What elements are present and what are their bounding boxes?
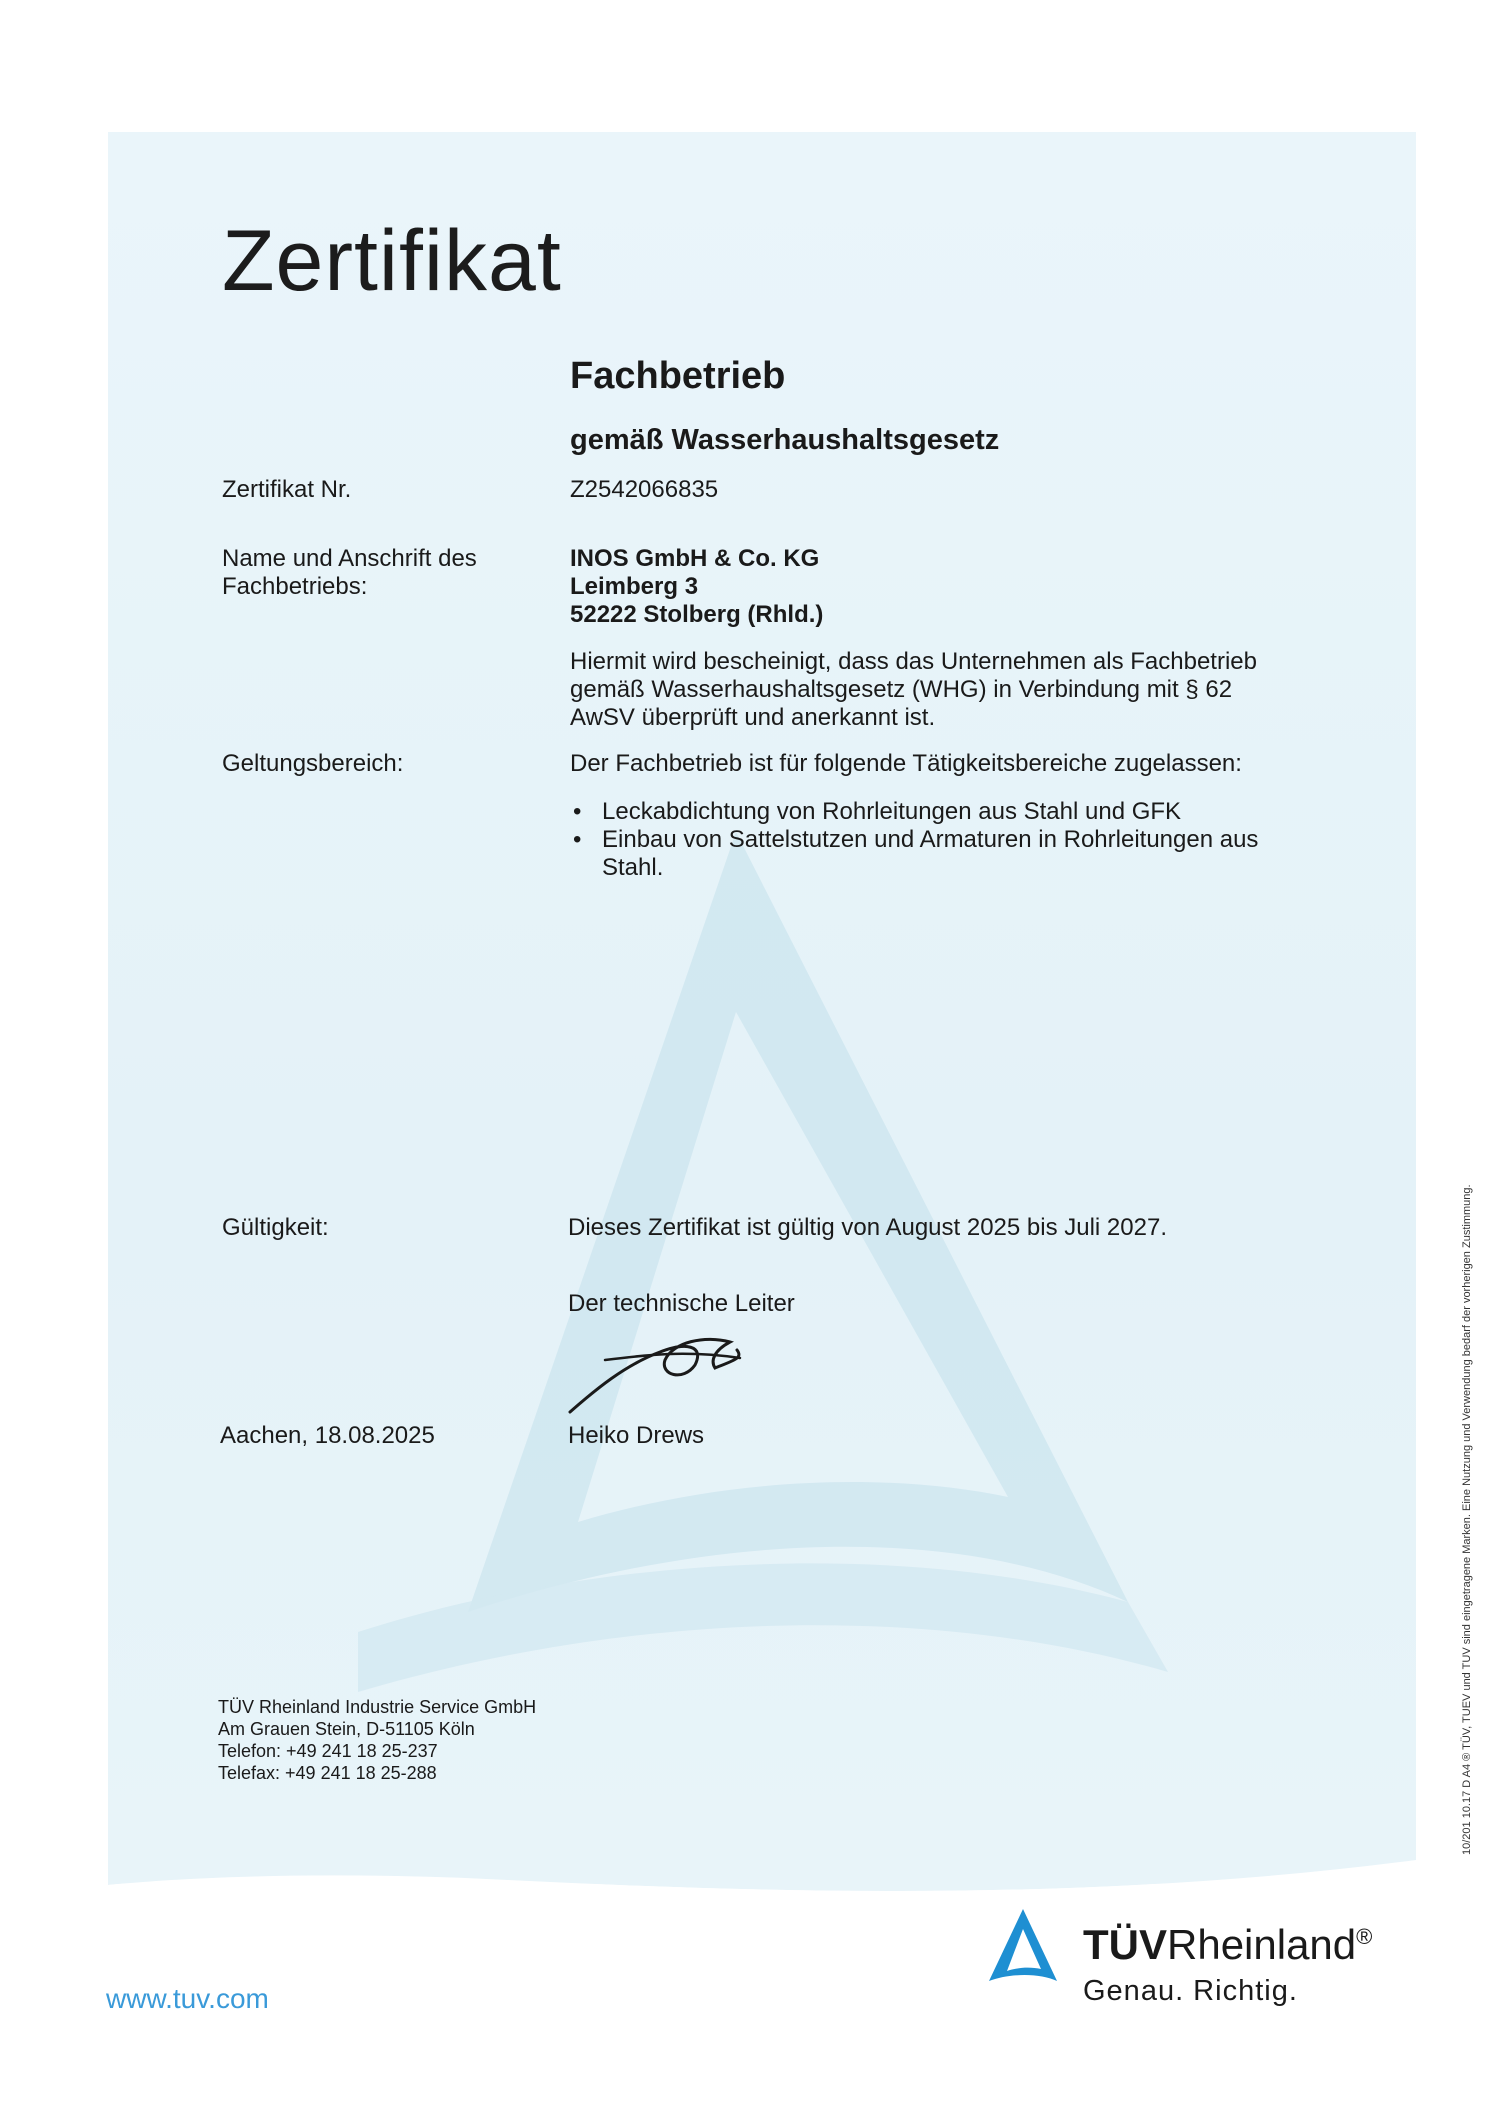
tuv-triangle-icon [985, 1905, 1061, 1985]
company-address [570, 545, 823, 629]
logo-wordmark [1083, 1921, 1372, 1969]
signer-name: Heiko Drews [568, 1422, 705, 1449]
certificate-number-value: Z2542066835 [570, 476, 719, 503]
certificate-number-label: Zertifikat Nr. [222, 476, 352, 503]
company-name: INOS GmbH & Co. KG [570, 545, 820, 572]
issuer-address [218, 1696, 536, 1784]
logo-wordmark-regular: Rheinland [1167, 1921, 1357, 1968]
validity-text: Dieses Zertifikat ist gültig von August 2025 bis Juli 2027. [568, 1214, 1167, 1241]
validity-label: Gültigkeit: [222, 1214, 329, 1241]
certification-statement [570, 648, 1257, 732]
signer-role: Der technische Leiter [568, 1290, 795, 1317]
vertical-trademark-note: 10/201 10.17 D A4 ® TÜV, TUEV und TUV sind eingetragene Marken. Eine Nutzung und Verwendung bedarf der vorherigen Zustimmung. [1461, 1184, 1473, 1855]
scope-item: • Leckabdichtung von Rohrleitungen aus Stahl und GFK [570, 798, 1258, 826]
scope-list [570, 798, 1258, 882]
company-street: Leimberg 3 [570, 573, 699, 600]
scope-item-continuation-text: Stahl. [602, 854, 664, 881]
statement-line: gemäß Wasserhaushaltsgesetz (WHG) in Verbindung mit § 62 [570, 676, 1233, 703]
company-label [222, 545, 477, 601]
statement-line: AwSV überprüft und anerkannt ist. [570, 704, 936, 731]
issuer-line: TÜV Rheinland Industrie Service GmbH [218, 1697, 537, 1717]
logo-wordmark-bold: TÜV [1083, 1921, 1167, 1968]
issuer-line: Telefax: +49 241 18 25-288 [218, 1763, 437, 1783]
company-label-line: Name und Anschrift des [222, 545, 477, 572]
website-link[interactable]: www.tuv.com [106, 1983, 269, 2014]
scope-intro: Der Fachbetrieb ist für folgende Tätigkeitsbereiche zugelassen: [570, 750, 1242, 777]
certificate-heading: Fachbetrieb [570, 355, 786, 397]
certificate-subheading: gemäß Wasserhaushaltsgesetz [570, 424, 1000, 456]
signature-image [565, 1320, 750, 1420]
certificate-title: Zertifikat [222, 213, 562, 309]
company-label-line: Fachbetriebs: [222, 573, 368, 600]
logo-slogan: Genau. Richtig. [1083, 1975, 1298, 2007]
scope-item: • Einbau von Sattelstutzen und Armaturen in Rohrleitungen aus [570, 826, 1258, 854]
company-city: 52222 Stolberg (Rhld.) [570, 601, 824, 628]
registered-mark: ® [1356, 1924, 1373, 1949]
issuer-line: Am Grauen Stein, D-51105 Köln [218, 1719, 475, 1739]
tuv-rheinland-logo [975, 1905, 1425, 2015]
scope-label: Geltungsbereich: [222, 750, 404, 777]
place-date: Aachen, 18.08.2025 [220, 1422, 435, 1449]
statement-line: Hiermit wird bescheinigt, dass das Unternehmen als Fachbetrieb [570, 648, 1257, 675]
issuer-line: Telefon: +49 241 18 25-237 [218, 1741, 438, 1761]
scope-item-continuation [570, 854, 1258, 882]
